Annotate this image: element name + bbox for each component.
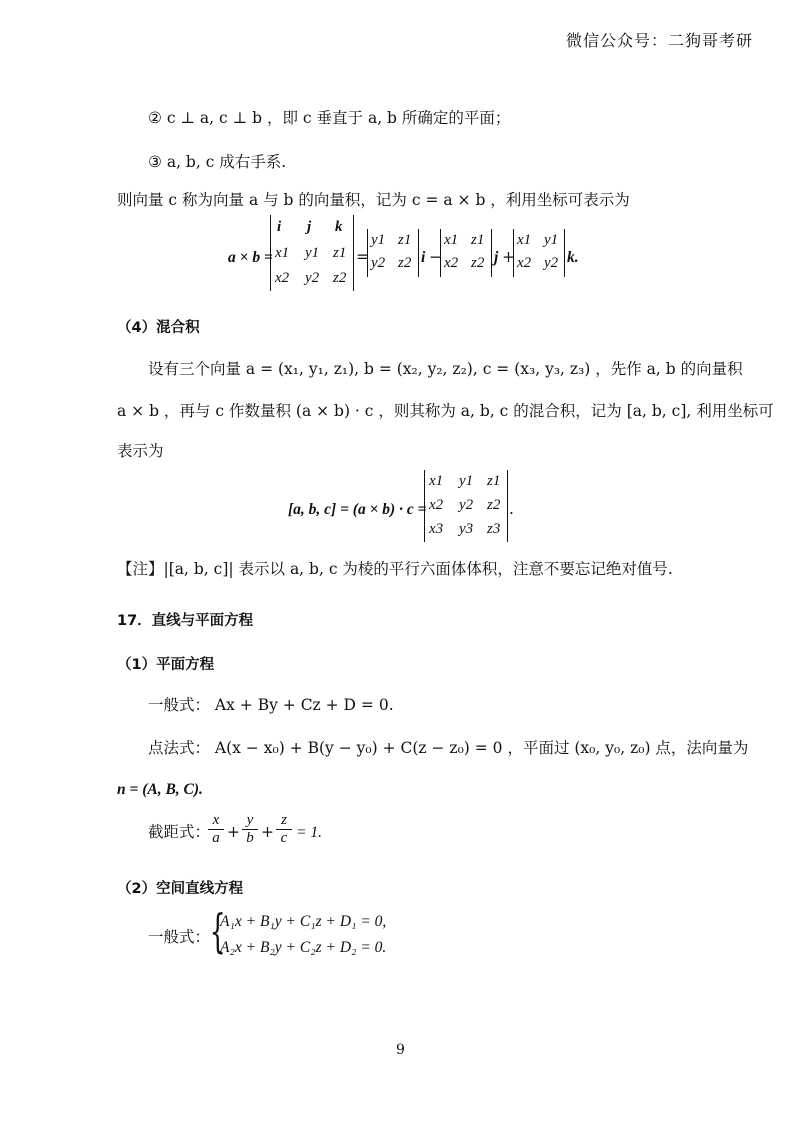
mdet-x1: x1 (429, 473, 444, 489)
left-brace: { (209, 904, 226, 958)
minor-3 (513, 229, 565, 277)
det-j: j (307, 219, 312, 235)
cross-determinant (270, 215, 354, 291)
minor3-b: y1 (544, 232, 559, 248)
line-heading: （2）空间直线方程 (117, 881, 244, 897)
minor3-c: x2 (517, 255, 532, 271)
minus-sign: − (429, 248, 442, 266)
minor-1 (367, 229, 419, 277)
intercept-end: = 1. (296, 824, 322, 841)
plus-1: + (227, 823, 240, 841)
plane-general: 一般式： Ax + By + Cz + D = 0. (148, 696, 394, 714)
cross-intro: 则向量 c 称为向量 a 与 b 的向量积，记为 c = a × b ，利用坐标可表示为 (117, 191, 630, 209)
mdet-z3: z3 (487, 521, 501, 537)
det-y1: y1 (305, 245, 320, 261)
minor1-d: z2 (398, 255, 412, 271)
mdet-z2: z2 (487, 497, 501, 513)
line-eq-1: A₁x + B₁y + C₁z + D₁ = 0, (220, 913, 387, 930)
mdet-x2: x2 (429, 497, 444, 513)
mixed-line-1: 设有三个向量 a = (x₁, y₁, z₁), b = (x₂, y₂, z₂), c = (x₃, y₃, z₃) ，先作 a, b 的向量积 (148, 360, 743, 378)
det-i: i (277, 219, 282, 235)
mixed-heading: （4）混合积 (117, 320, 200, 336)
det-x2: x2 (275, 270, 290, 286)
section-17-title: 17．直线与平面方程 (117, 613, 254, 629)
line-eq-2: A₂x + B₂y + C₂z + D₂ = 0. (220, 939, 387, 956)
mixed-note: 【注】|[a, b, c]| 表示以 a, b, c 为棱的平行六面体体积，注意不要忘记绝对值号. (117, 560, 673, 578)
unit-i: i (421, 249, 426, 266)
line-general-label: 一般式： (148, 928, 211, 946)
plane-normal-vector: n = (A, B, C). (117, 781, 203, 798)
minor2-b: z1 (471, 232, 485, 248)
frac-x: x (208, 812, 224, 830)
mdet-x3: x3 (429, 521, 444, 537)
minor3-d: y2 (544, 255, 559, 271)
frac-z: z (276, 812, 292, 830)
mdet-y3: y3 (459, 521, 474, 537)
mixed-determinant (424, 470, 508, 542)
det-y2: y2 (305, 270, 320, 286)
mixed-formula-end: . (509, 500, 514, 518)
cross-eq: = (356, 248, 369, 266)
mdet-z1: z1 (487, 473, 501, 489)
det-z1: z1 (333, 245, 347, 261)
frac-c: c (280, 830, 288, 846)
mixed-line-3: 表示为 (117, 442, 164, 460)
frac-x-a (208, 812, 224, 847)
frac-z-c (276, 812, 292, 847)
unit-k: k. (567, 249, 579, 266)
plane-point-normal: 点法式： A(x − x₀) + B(y − y₀) + C(z − z₀) = 0 ，平面过 (x₀, y₀, z₀) 点，法向量为 (148, 739, 749, 757)
unit-j: j (494, 249, 499, 266)
mixed-line-2: a × b ，再与 c 作数量积 (a × b) · c ，则其称为 a, b, c 的混合积，记为 [a, b, c], 利用坐标可 (117, 402, 774, 420)
minor1-a: y1 (371, 232, 386, 248)
det-z2: z2 (333, 270, 347, 286)
cross-lhs: a × b = (228, 249, 273, 266)
item-3: ③ a, b, c 成右手系. (148, 153, 287, 171)
minor2-d: z2 (471, 255, 485, 271)
frac-y: y (242, 812, 258, 830)
page-number: 9 (396, 1042, 405, 1058)
frac-b: b (246, 830, 254, 846)
det-x1: x1 (275, 245, 290, 261)
minor1-b: z1 (398, 232, 412, 248)
plane-heading: （1）平面方程 (117, 657, 215, 673)
minor2-c: x2 (444, 255, 459, 271)
minor2-a: x1 (444, 232, 459, 248)
item-2: ② c ⊥ a, c ⊥ b ，即 c 垂直于 a, b 所确定的平面； (148, 109, 511, 127)
minor3-a: x1 (517, 232, 532, 248)
minor1-c: y2 (371, 255, 386, 271)
mdet-y2: y2 (459, 497, 474, 513)
header-text: 微信公众号：二狗哥考研 (566, 31, 754, 50)
mdet-y1: y1 (459, 473, 474, 489)
det-k: k (335, 219, 343, 235)
frac-a: a (212, 830, 220, 846)
plus-2: + (261, 823, 274, 841)
minor-2 (440, 229, 492, 277)
plus-sign: + (502, 248, 515, 266)
mixed-formula-lhs: [a, b, c] = (a × b) · c = (288, 501, 427, 518)
intercept-label: 截距式： (148, 823, 211, 841)
frac-y-b (242, 812, 258, 847)
